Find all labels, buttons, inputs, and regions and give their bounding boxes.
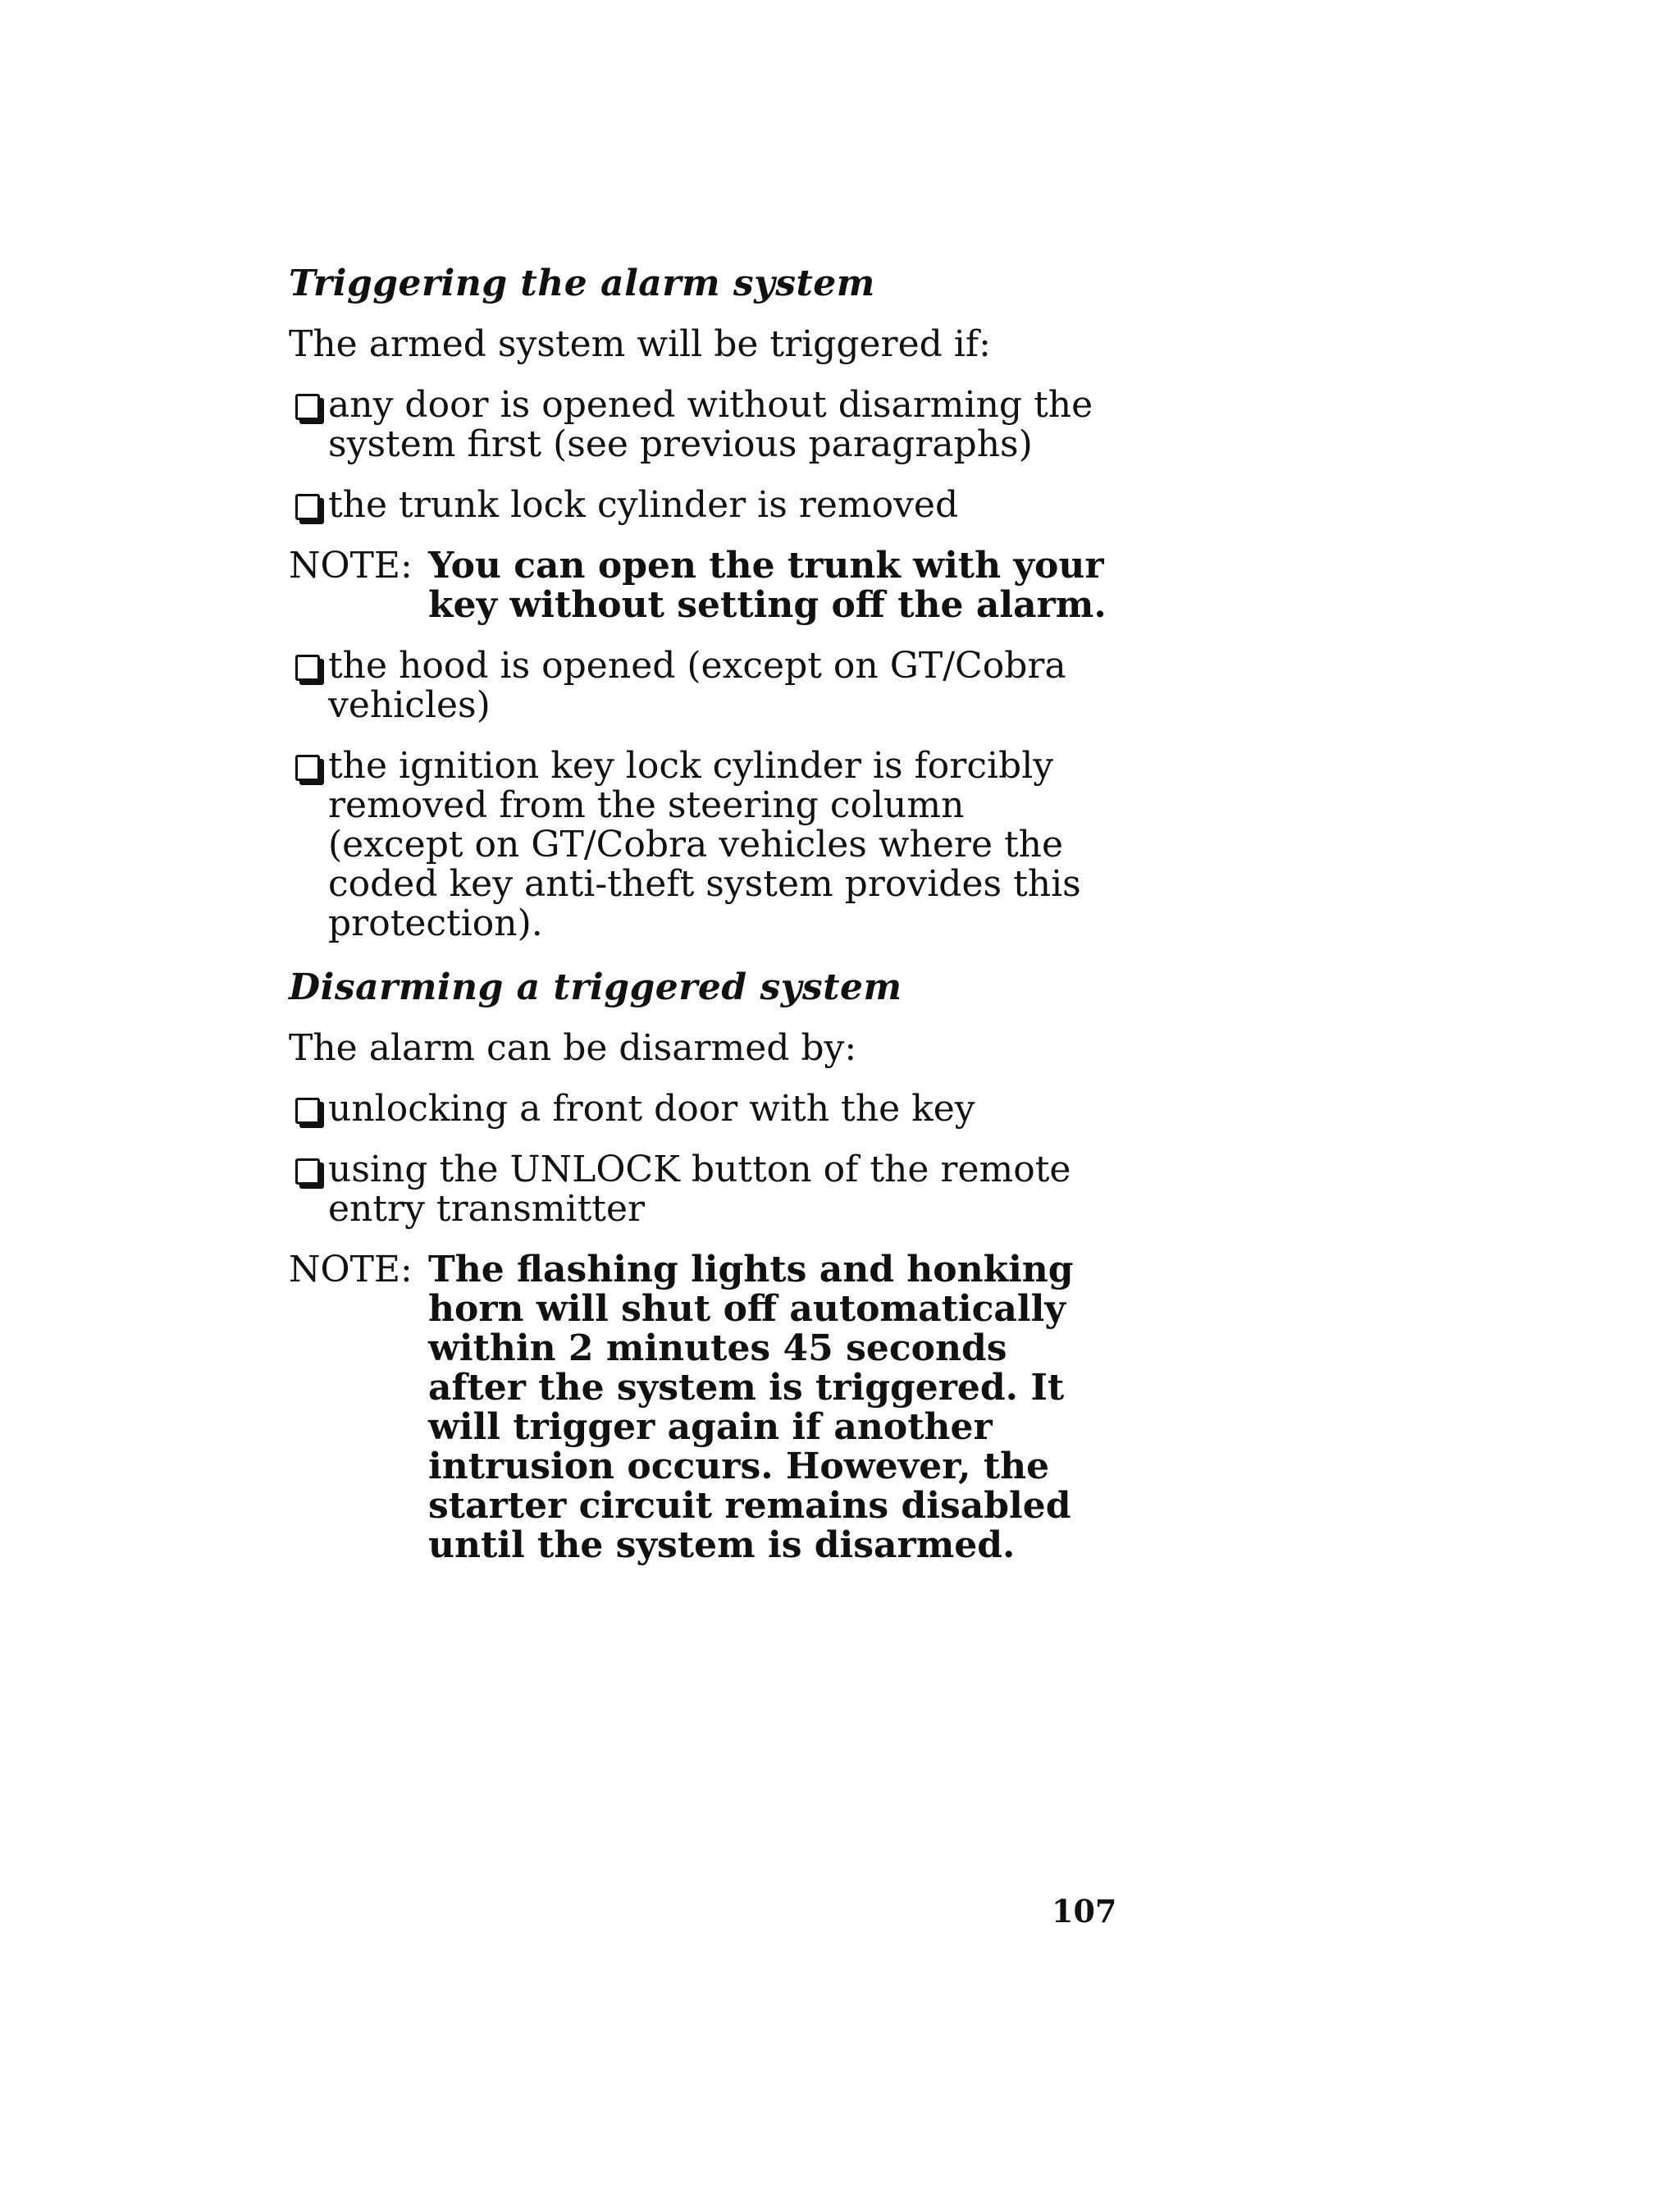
list-item xyxy=(289,1150,1109,1229)
checkbox-icon xyxy=(295,1098,320,1124)
list-item xyxy=(289,486,1109,525)
list-item xyxy=(289,1089,1109,1129)
checkbox-icon xyxy=(295,494,320,520)
section-intro-triggering: The armed system will be triggered if: xyxy=(289,323,991,365)
checkbox-icon xyxy=(295,755,320,781)
checkbox-icon xyxy=(295,1158,320,1185)
note-label: NOTE: xyxy=(289,1249,413,1290)
note-trunk xyxy=(289,546,1109,625)
checkbox-icon xyxy=(295,655,320,681)
note-text: You can open the trunk with your key without setting off the alarm. xyxy=(428,545,1107,626)
page-number: 107 xyxy=(1052,1893,1117,1930)
list-item-text: using the UNLOCK button of the remote entry transmitter xyxy=(328,1149,1071,1230)
list-item xyxy=(289,386,1109,464)
note-alarm-shutoff xyxy=(289,1250,1109,1565)
list-item-text: the ignition key lock cylinder is forcibly removed from the steering column (except on GT/Cobra vehicles where the coded key anti-theft system provides this protection). xyxy=(328,745,1081,944)
list-item-text: unlocking a front door with the key xyxy=(328,1088,975,1130)
section-heading-disarming: Disarming a triggered system xyxy=(289,966,902,1008)
section-intro-disarming: The alarm can be disarmed by: xyxy=(289,1027,857,1069)
section-heading-triggering: Triggering the alarm system xyxy=(289,263,875,304)
list-item-text: any door is opened without disarming the system first (see previous paragraphs) xyxy=(328,384,1093,465)
note-label: NOTE: xyxy=(289,545,413,587)
note-text: The flashing lights and honking horn will shut off automatically within 2 minutes 45 seconds after the system is triggered. It will trigger again if another intrusion occurs. However, the starter circuit remains disabled until the system is disarmed. xyxy=(428,1249,1074,1566)
page-content xyxy=(289,261,1109,1587)
checkbox-icon xyxy=(295,394,320,420)
list-item xyxy=(289,646,1109,725)
list-item xyxy=(289,747,1109,943)
list-item-text: the hood is opened (except on GT/Cobra vehicles) xyxy=(328,645,1066,726)
list-item-text: the trunk lock cylinder is removed xyxy=(328,484,959,526)
